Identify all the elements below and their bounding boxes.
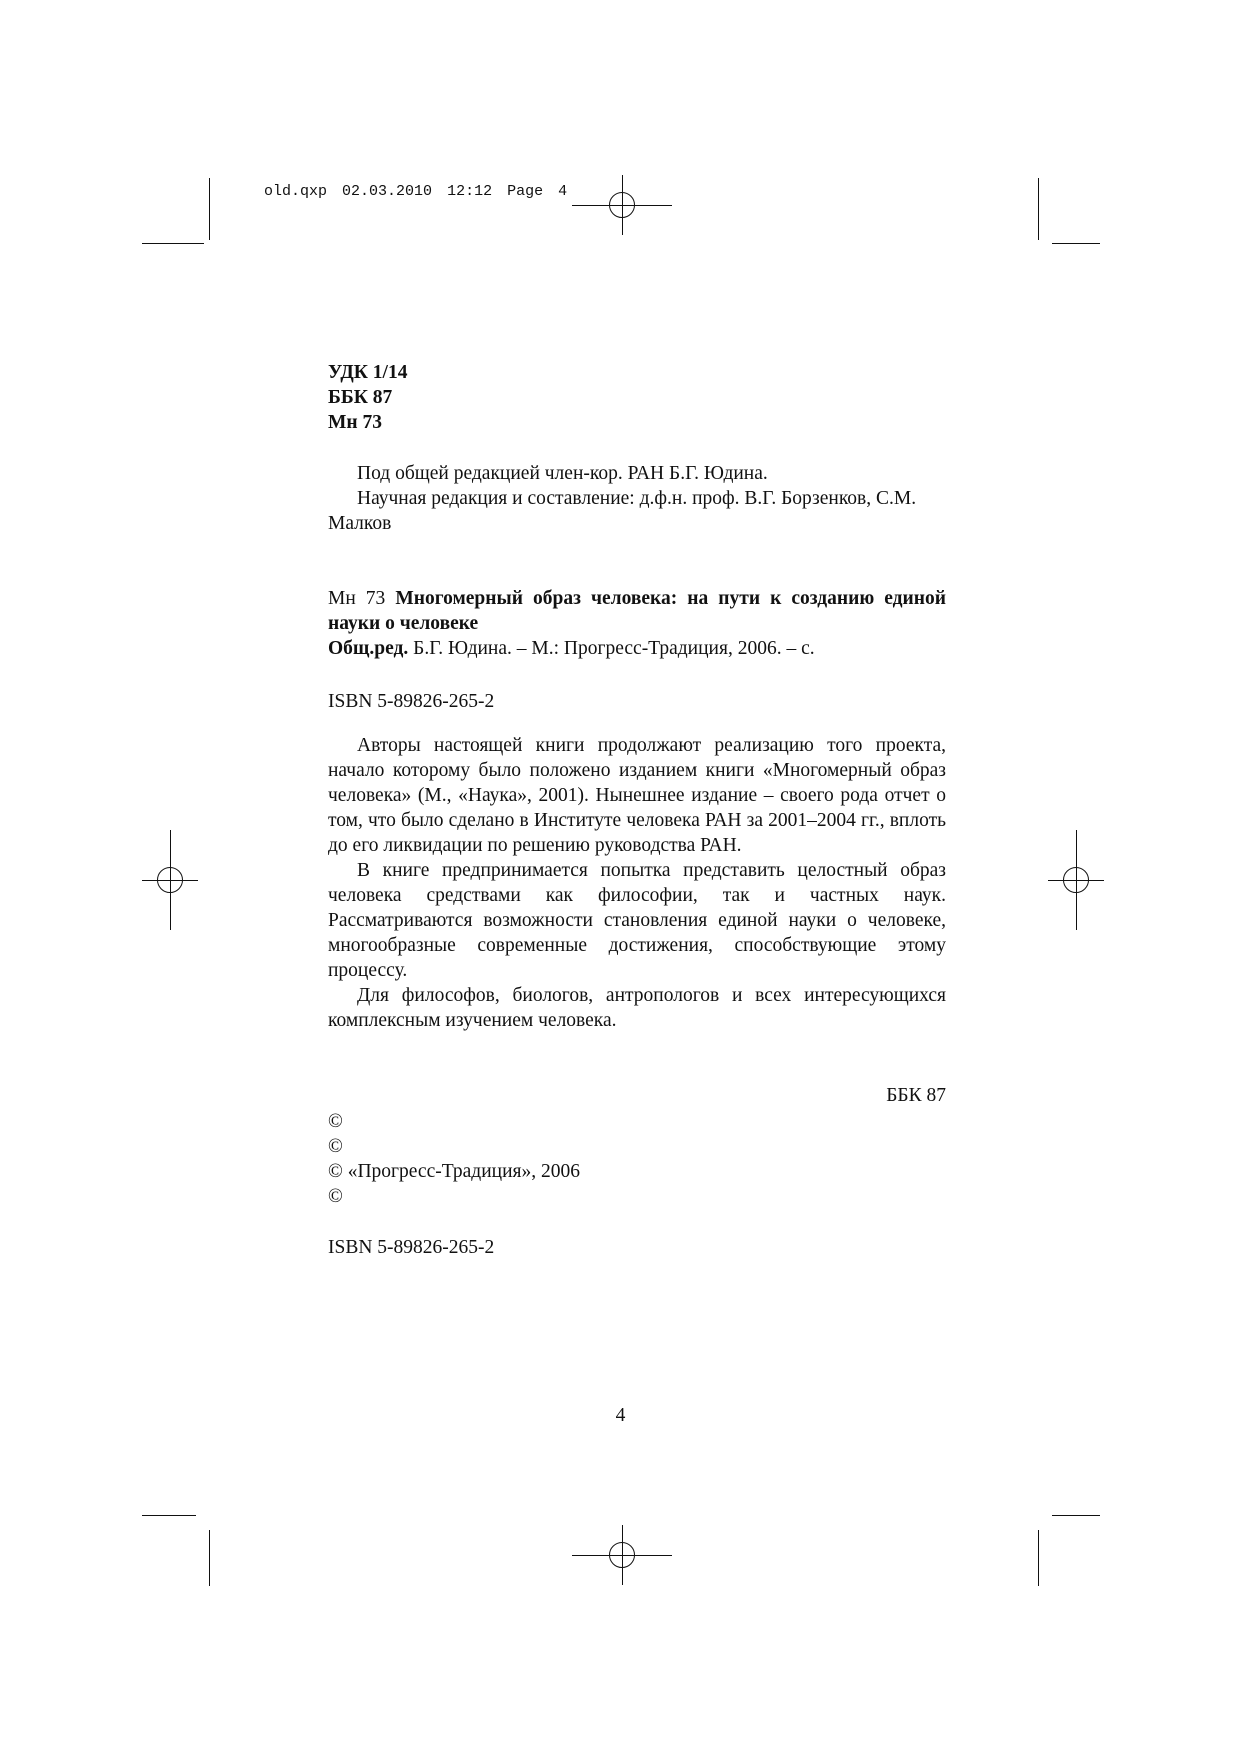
bbk-code-right: ББК 87 [886, 1085, 946, 1106]
isbn-bottom: ISBN 5-89826-265-2 [328, 1237, 495, 1258]
print-slug [264, 183, 567, 200]
annotation-paragraph-3: Для философов, биологов, антропологов и всех интересующихся комплексным изучением человека. [328, 985, 946, 1031]
annotation-paragraph-1: Авторы настоящей книги продолжают реализацию того проекта, начало которому было положено изданием книги «Многомерный образ человека» (М., «Наука», 2001). Нынешнее издание – своего рода отчет о том, что было сделано в Институте человека РАН за 2001–2004 гг., вплоть до его ликвидации по решению руководства РАН. [328, 735, 946, 856]
registration-circle [609, 1542, 635, 1568]
copyright-line: © «Прогресс-Традиция», 2006 [328, 1161, 580, 1182]
crop-mark-bottom-left-horizontal [142, 1515, 196, 1516]
isbn-top: ISBN 5-89826-265-2 [328, 691, 495, 712]
copyright-line: © [328, 1111, 343, 1132]
copyright-block [328, 1109, 946, 1209]
editor-line-2: Научная редакция и составление: д.ф.н. проф. В.Г. Борзенков, С.М. Малков [328, 488, 917, 534]
registration-circle [1063, 867, 1089, 893]
crop-mark-bottom-right-horizontal [1052, 1515, 1100, 1516]
editorial-credits [328, 461, 946, 536]
book-title: Многомерный образ человека: на пути к созданию единой науки о человеке [328, 588, 947, 634]
crop-mark-top-left-horizontal [142, 243, 204, 244]
bib-imprint-line [328, 636, 946, 661]
editor-label: Общ.ред. [328, 638, 409, 659]
slug-time: 12:12 [447, 183, 493, 200]
registration-circle [157, 867, 183, 893]
author-mark: Мн 73 [328, 412, 383, 433]
slug-file: old.qxp [264, 183, 328, 200]
annotation [328, 733, 946, 1033]
registration-circle [609, 192, 635, 218]
copyright-line: © [328, 1136, 343, 1157]
copyright-line: © [328, 1186, 343, 1207]
editor-line-1: Под общей редакцией член-кор. РАН Б.Г. Юдина. [357, 463, 768, 484]
crop-mark-bottom-right-vertical [1038, 1530, 1039, 1586]
slug-page: Page 4 [507, 183, 568, 200]
annotation-paragraph-2: В книге предпринимается попытка представить целостный образ человека средствами как философии, так и частных наук. Рассматриваются возможности становления единой науки о человеке, многообразные современные достижения, способствующие этому процессу. [328, 860, 946, 981]
bbk-code: ББК 87 [328, 387, 393, 408]
crop-mark-top-left-vertical [209, 178, 210, 240]
imprint: Б.Г. Юдина. – М.: Прогресс-Традиция, 2006. – с. [413, 638, 815, 659]
crop-mark-bottom-left-vertical [209, 1530, 210, 1586]
udk-code: УДК 1/14 [328, 362, 408, 383]
crop-mark-top-right-vertical [1038, 178, 1039, 240]
bibliographic-record [328, 586, 946, 661]
page-number: 4 [615, 1405, 626, 1426]
crop-mark-top-right-horizontal [1052, 243, 1100, 244]
slug-date: 02.03.2010 [342, 183, 433, 200]
classification-codes [328, 360, 946, 435]
bib-title-line [328, 586, 946, 636]
bib-code: Мн 73 [328, 588, 386, 609]
